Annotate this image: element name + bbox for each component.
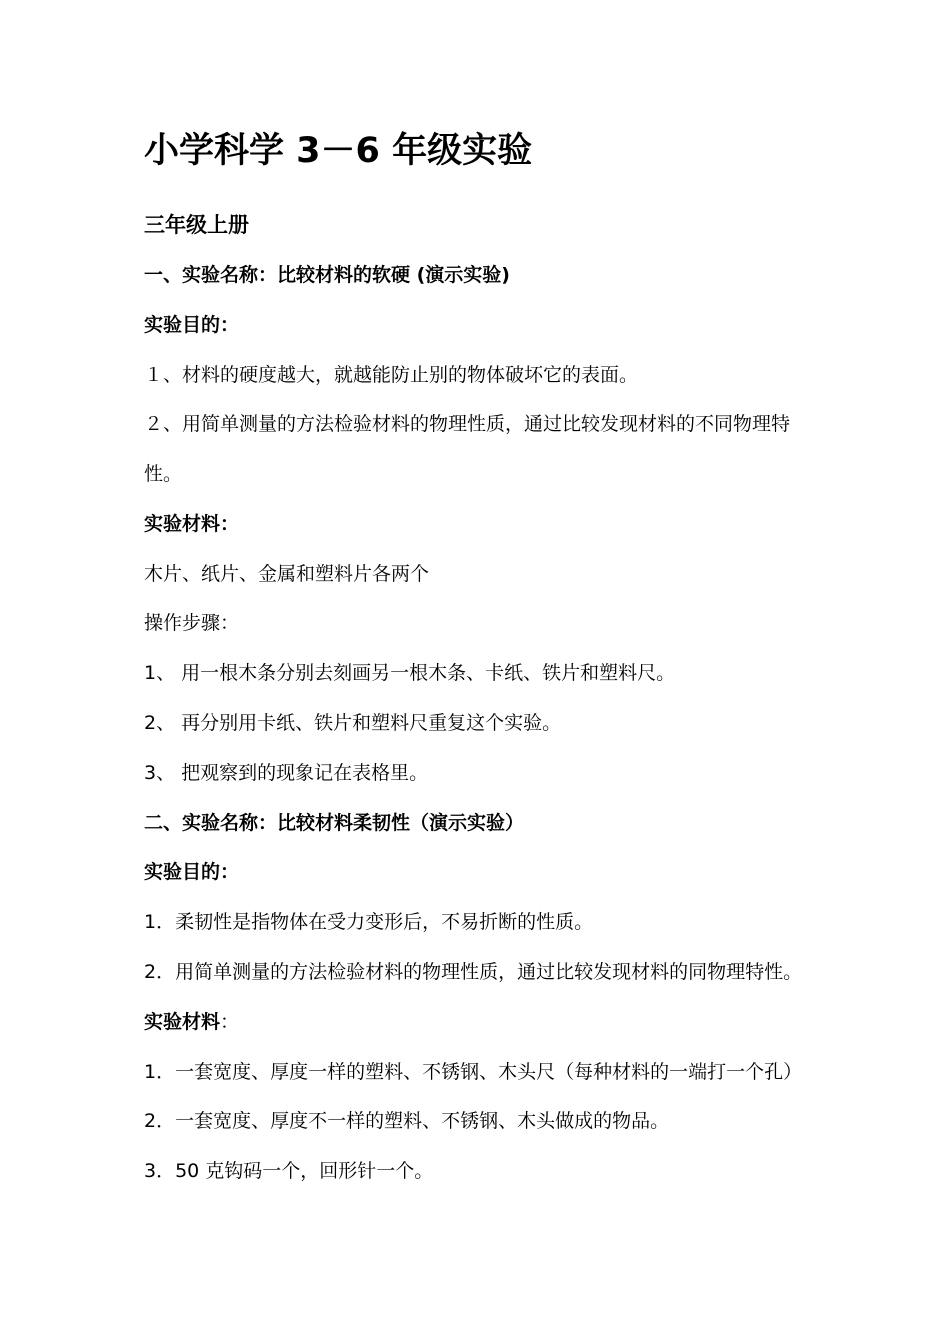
exp1-materials: 木片、纸片、金属和塑料片各两个 xyxy=(144,563,430,585)
exp2-materials-label xyxy=(144,1007,239,1037)
exp1-step-2: 2、 再分别用卡纸、铁片和塑料尺重复这个实验。 xyxy=(144,712,562,734)
exp2-purpose-1: 1．柔韧性是指物体在受力变形后，不易折断的性质。 xyxy=(144,911,594,933)
exp1-materials-label: 实验材料： xyxy=(144,513,240,535)
exp1-step-3: 3、 把观察到的现象记在表格里。 xyxy=(144,762,429,784)
grade-heading: 三年级上册 xyxy=(144,213,249,237)
exp1-heading: 一、实验名称：比较材料的软硬 (演示实验) xyxy=(144,264,510,286)
exp2-purpose-2: 2．用简单测量的方法检验材料的物理性质，通过比较发现材料的同物理特性。 xyxy=(144,961,803,983)
document-title: 小学科学 3－6 年级实验 xyxy=(144,131,533,171)
exp2-materials-label-colon: ： xyxy=(220,1011,240,1033)
exp2-material-2: 2．一套宽度、厚度不一样的塑料、不锈钢、木头做成的物品。 xyxy=(144,1110,670,1132)
exp1-purpose-label: 实验目的： xyxy=(144,314,240,336)
exp2-material-1: 1．一套宽度、厚度一样的塑料、不锈钢、木头尺（每种材料的一端打一个孔） xyxy=(144,1061,803,1083)
exp1-purpose-1: １、材料的硬度越大，就越能防止别的物体破坏它的表面。 xyxy=(144,364,639,386)
exp1-purpose-2: ２、用简单测量的方法检验材料的物理性质，通过比较发现材料的不同物理特性。 xyxy=(144,413,791,485)
exp2-purpose-label: 实验目的： xyxy=(144,861,240,883)
exp2-materials-label-text: 实验材料 xyxy=(144,1011,221,1033)
exp1-step-1: 1、 用一根木条分别去刻画另一根木条、卡纸、铁片和塑料尺。 xyxy=(144,662,676,684)
exp2-material-3: 3．50 克钩码一个，回形针一个。 xyxy=(144,1160,434,1182)
exp1-steps-label: 操作步骤： xyxy=(144,612,240,634)
exp2-heading: 二、实验名称：比较材料柔韧性（演示实验） xyxy=(144,812,525,834)
